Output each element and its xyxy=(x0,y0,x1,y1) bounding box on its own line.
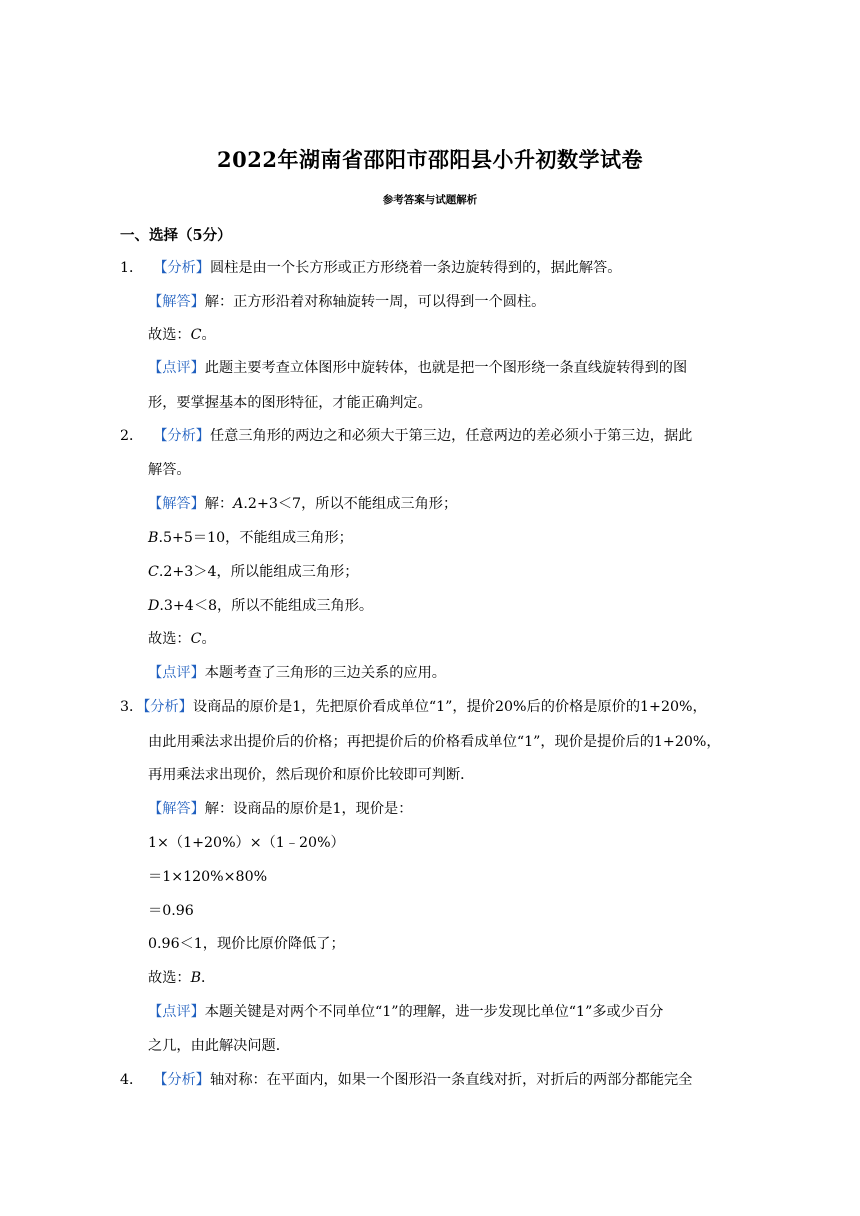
q3-calc-line-2: ＝1×120%×80% xyxy=(148,869,268,885)
answer-prefix: 故选： xyxy=(148,631,191,647)
page-subtitle: 参考答案与试题解析 xyxy=(382,194,478,206)
q1-analysis-text: 圆柱是由一个长方形或正方形绕着一条边旋转得到的，据此解答。 xyxy=(209,260,622,276)
page-title: 2022年湖南省邵阳市邵阳县小升初数学试卷 xyxy=(217,147,643,172)
q2-solution-line-c xyxy=(148,562,358,582)
q3-analysis-line-1 xyxy=(120,697,707,717)
q4-number: 4． xyxy=(120,1072,144,1088)
q3-analysis-line-2: 由此用乘法求出提价后的价格；再把提价后的价格看成单位“1”，现价是提价后的1+20%， xyxy=(148,734,721,750)
q3-number: 3． xyxy=(120,699,144,715)
q2-solution-a: .2+3＜7，所以不能组成三角形； xyxy=(243,496,458,512)
q3-calc-line-1: 1×（1+20%）×（1﹣20%） xyxy=(148,835,345,851)
solution-tag: 【解答】 xyxy=(148,496,205,512)
option-c-label: C xyxy=(148,564,159,580)
q1-answer: C xyxy=(190,327,202,343)
q2-solution-b: .5+5＝10，不能组成三角形； xyxy=(158,530,353,546)
analysis-tag: 【分析】 xyxy=(153,260,210,276)
q1-comment-text-1: 此题主要考查立体图形中旋转体，也就是把一个图形绕一条直线旋转得到的图 xyxy=(204,360,688,376)
q1-number: 1． xyxy=(120,260,144,276)
q2-analysis-line-2: 解答。 xyxy=(148,462,191,478)
answer-suffix: ． xyxy=(201,970,216,986)
q1-analysis-line xyxy=(120,258,621,278)
q2-comment-text: 本题考查了三角形的三边关系的应用。 xyxy=(204,665,446,681)
q2-answer: C xyxy=(190,631,202,647)
solution-tag: 【解答】 xyxy=(148,294,205,310)
q2-solution-line-b xyxy=(148,528,353,548)
q3-analysis-text-1: 设商品的原价是1，先把原价看成单位“1”，提价20%后的价格是原价的1+20%， xyxy=(192,699,707,715)
comment-tag: 【点评】 xyxy=(148,1004,205,1020)
answer-suffix: 。 xyxy=(201,631,216,647)
solution-tag: 【解答】 xyxy=(148,801,205,817)
q3-comment-line-2: 之几，由此解决问题． xyxy=(148,1038,290,1054)
option-b-label: B xyxy=(148,530,159,546)
option-a-label: A xyxy=(233,496,244,512)
section-heading: 一、选择（5分） xyxy=(120,227,232,244)
q2-solution-d: .3+4＜8，所以不能组成三角形。 xyxy=(159,598,374,614)
q3-analysis-line-3: 再用乘法求出现价，然后现价和原价比较即可判断． xyxy=(148,767,475,783)
q3-answer-line xyxy=(148,968,215,988)
option-d-label: D xyxy=(148,598,160,614)
comment-tag: 【点评】 xyxy=(148,360,205,376)
q1-answer-line xyxy=(148,325,216,345)
q2-solution-line-d xyxy=(148,596,373,616)
q3-calc-line-3: ＝0.96 xyxy=(148,903,194,919)
answer-prefix: 故选： xyxy=(148,327,191,343)
answer-prefix: 故选： xyxy=(148,970,191,986)
q2-solution-line-a xyxy=(148,494,457,514)
q2-answer-line xyxy=(148,629,216,649)
analysis-tag: 【分析】 xyxy=(143,699,193,715)
q2-comment-line xyxy=(148,663,446,683)
q2-number: 2． xyxy=(120,428,144,444)
q4-analysis-line-1 xyxy=(120,1070,692,1090)
q2-analysis-text-1: 任意三角形的两边之和必须大于第三边，任意两边的差必须小于第三边，据此 xyxy=(209,428,693,444)
q1-solution-text: 解：正方形沿着对称轴旋转一周，可以得到一个圆柱。 xyxy=(204,294,546,310)
q3-solution-line xyxy=(148,799,412,819)
q3-comment-line-1 xyxy=(148,1002,663,1022)
q4-analysis-text: 轴对称：在平面内，如果一个图形沿一条直线对折，对折后的两部分都能完全 xyxy=(209,1072,693,1088)
q1-comment-line-1 xyxy=(148,358,687,378)
analysis-tag: 【分析】 xyxy=(153,1072,210,1088)
q3-comment-text-1: 本题关键是对两个不同单位“1”的理解，进一步发现比单位“1”多或少百分 xyxy=(204,1004,664,1020)
answer-suffix: 。 xyxy=(201,327,216,343)
q2-analysis-line-1 xyxy=(120,426,692,446)
q3-answer: B xyxy=(190,970,202,986)
q1-solution-line xyxy=(148,292,545,312)
analysis-tag: 【分析】 xyxy=(153,428,210,444)
solution-prefix: 解： xyxy=(204,496,234,512)
q2-solution-c: .2+3＞4，所以能组成三角形； xyxy=(158,564,359,580)
q3-solution-text: 解：设商品的原价是1，现价是： xyxy=(204,801,413,817)
q3-calc-line-4: 0.96＜1，现价比原价降低了； xyxy=(148,936,345,952)
q1-comment-line-2: 形，要掌握基本的图形特征，才能正确判定。 xyxy=(148,395,432,411)
comment-tag: 【点评】 xyxy=(148,665,205,681)
